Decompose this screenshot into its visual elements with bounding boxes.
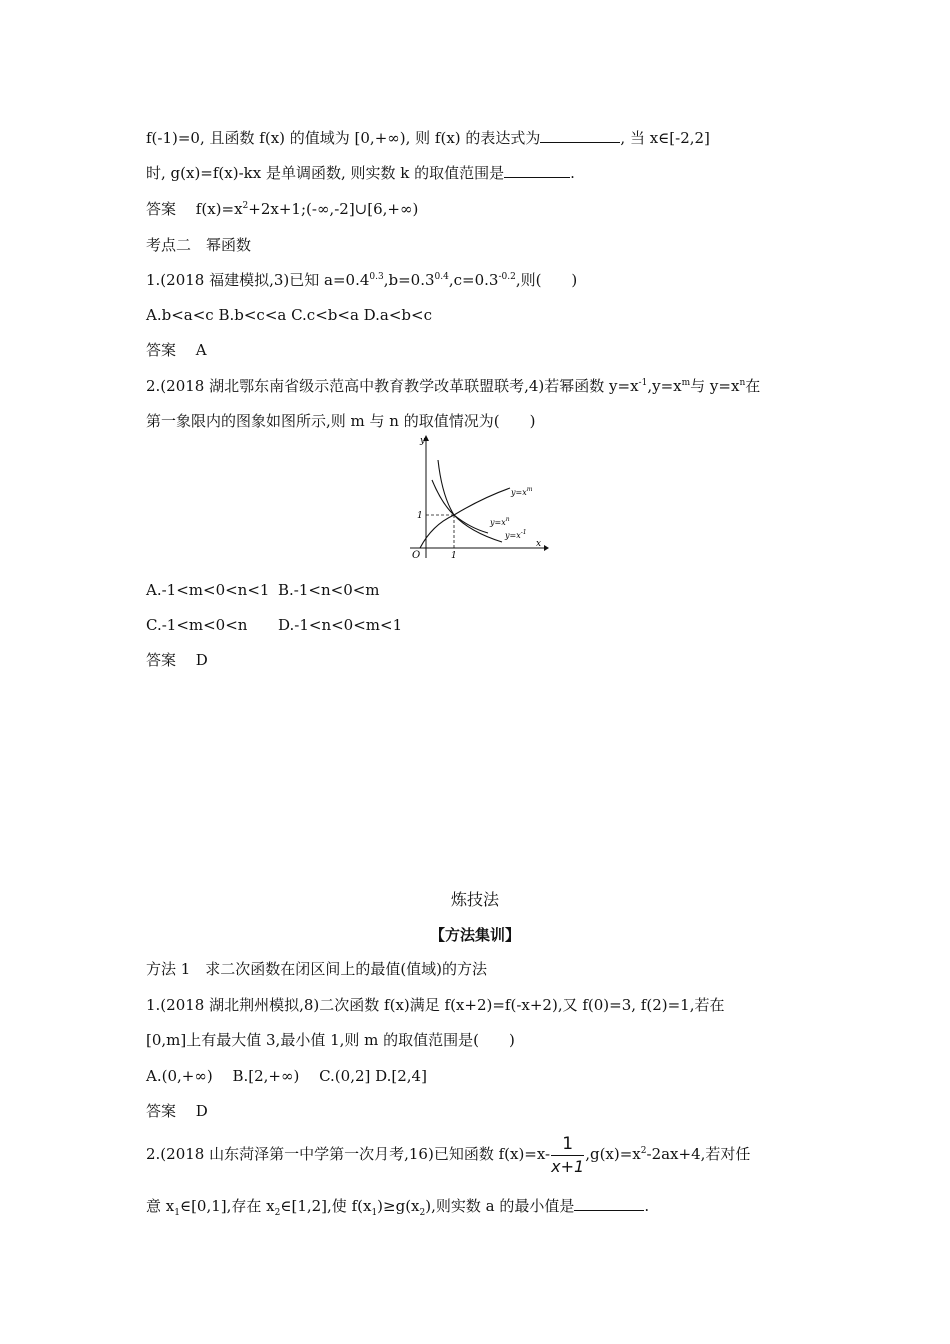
q2-options-row1: A.-1<m<0<n<1 (146, 581, 270, 599)
q2-option-b: B.-1<n<0<m (278, 581, 380, 599)
q2-option-d: D.-1<n<0<m<1 (278, 616, 403, 634)
top-answer: 答案 $f(x)=x^2+2x+1;(-\infty,-2]\cup[6,+\infty)$ (146, 200, 419, 218)
curve-x-inverse (438, 460, 502, 542)
method-subheading: 【方法集训】 (429, 926, 520, 944)
m1-stem-2: [0,m]上有最大值 3,最小值 1,则 m 的取值范围是( ) (146, 1031, 515, 1049)
power-function-graph (398, 432, 550, 562)
method-title: 方法 1 求二次函数在闭区间上的最值(值域)的方法 (146, 960, 488, 978)
curve-x-n (432, 480, 488, 533)
m1-options: A.(0,+∞) B.[2,+∞) C.(0,2] D.[2,4] (146, 1067, 427, 1085)
x-tick-1: 1 (451, 551, 457, 561)
answer-blank (574, 1196, 644, 1211)
m2-stem: 2.(2018 山东菏泽第一中学第一次月考,16)已知函数 f(x)=x- $\frac{1}{x+1}$ $,g(x)=x^2-2ax+4$,若对任 (146, 1133, 751, 1176)
fraction: $\frac{1}{x+1}$ (551, 1133, 585, 1176)
q2-stem: 2.(2018 湖北鄂东南省级示范高中教育教学改革联盟联考,4)若幂函数 $y=x^{-1},y=x^m$与 $y=x^n$在 (146, 377, 761, 395)
q2-options-row2: C.-1<m<0<n (146, 616, 248, 634)
label-curve-m: $y=x^m$ (511, 486, 533, 497)
y-axis-label: y (420, 436, 426, 446)
m1-answer: 答案 D (146, 1102, 208, 1120)
section-title: 考点二 幂函数 (146, 236, 252, 254)
answer-blank (540, 128, 620, 143)
label-curve-n: $y=x^n$ (490, 516, 510, 527)
m1-stem: 1.(2018 湖北荆州模拟,8)二次函数 f(x)满足 f(x+2)=f(-x+2),又 f(0)=3, f(2)=1,若在 (146, 996, 725, 1014)
label-curve-inverse: $y=x^{-1}$ (505, 529, 527, 540)
origin-label: O (412, 550, 421, 561)
method-heading: 炼技法 (450, 890, 499, 909)
y-tick-1: 1 (417, 511, 423, 521)
x-axis-arrow (544, 545, 549, 551)
q1-stem: 1.(2018 福建模拟,3)已知 $a=0.4^{0.3},b=0.3^{0.4},c=0.3^{-0.2}$,则( ) (146, 271, 578, 289)
q1-answer: 答案 A (146, 341, 207, 359)
top-line-2: 时, g(x)=f(x)-kx 是单调函数, 则实数 k 的取值范围是 . (146, 164, 575, 182)
q2-stem-2: 第一象限内的图象如图所示,则 m 与 n 的取值情况为( ) (146, 412, 536, 430)
top-line-1: f(-1)=0, 且函数 f(x) 的值域为 [0,+∞), 则 f(x) 的表达式为 , 当 x∈[-2,2] (146, 129, 710, 147)
x-axis-label: x (536, 539, 542, 549)
m2-stem-2: 意 $x_1\in[0,1]$,存在 $x_2\in[1,2]$,使 $f(x_1)\ge g(x_2)$,则实数 a 的最小值是 . (146, 1197, 650, 1218)
answer-blank (504, 163, 570, 178)
q1-options: A.b<a<c B.b<c<a C.c<b<a D.a<b<c (146, 306, 432, 324)
q2-answer: 答案 D (146, 651, 208, 669)
